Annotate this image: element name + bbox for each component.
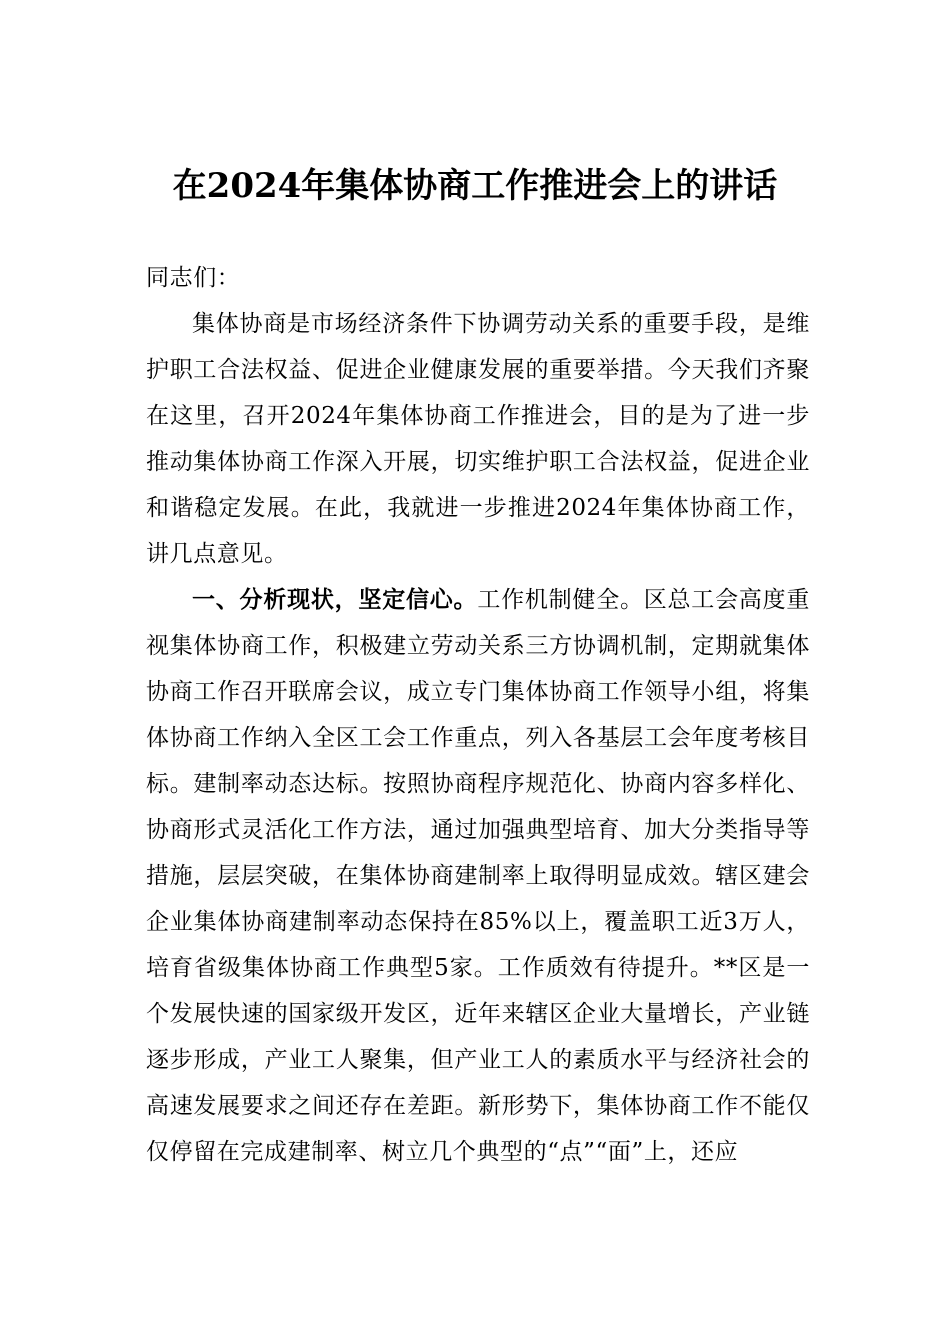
document-title: 在2024年集体协商工作推进会上的讲话 [172, 166, 778, 206]
section-heading: 一、分析现状，坚定信心。 [192, 586, 478, 613]
document-body [146, 255, 810, 1175]
paragraph-intro: 集体协商是市场经济条件下协调劳动关系的重要手段，是维护职工合法权益、促进企业健康发展的重要举措。今天我们齐聚在这里，召开2024年集体协商工作推进会，目的是为了进一步推动集体协商工作深入开展，切实维护职工合法权益，促进企业和谐稳定发展。在此，我就进一步推进2024年集体协商工作，讲几点意见。 [146, 311, 810, 567]
paragraph-section-1 [146, 577, 810, 1175]
section-body: 工作机制健全。区总工会高度重视集体协商工作，积极建立劳动关系三方协调机制，定期就集体协商工作召开联席会议，成立专门集体协商工作领导小组，将集体协商工作纳入全区工会工作重点，列入各基层工会年度考核目标。建制率动态达标。按照协商程序规范化、协商内容多样化、协商形式灵活化工作方法，通过加强典型培育、加大分类指导等措施，层层突破，在集体协商建制率上取得明显成效。辖区建会企业集体协商建制率动态保持在85%以上，覆盖职工近3万人，培育省级集体协商工作典型5家。工作质效有待提升。**区是一个发展快速的国家级开发区，近年来辖区企业大量增长，产业链逐步形成，产业工人聚集，但产业工人的素质水平与经济社会的高速发展要求之间还存在差距。新形势下，集体协商工作不能仅仅停留在完成建制率、树立几个典型的“点”“面”上，还应 [146, 587, 810, 1165]
salutation: 同志们： [146, 265, 241, 291]
